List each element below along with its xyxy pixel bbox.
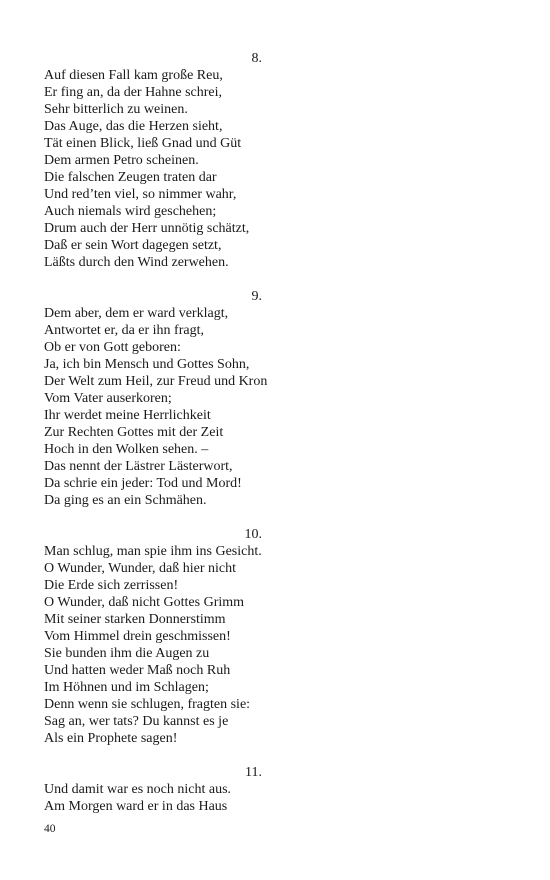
verse-line: Hoch in den Wolken sehen. –	[44, 442, 209, 457]
verse-line: Antwortet er, da er ihn fragt,	[44, 323, 204, 338]
verse-line: Daß er sein Wort dagegen setzt,	[44, 238, 222, 253]
verse-line: Tät einen Blick, ließ Gnad und Güt	[44, 136, 242, 151]
page-number: 40	[44, 823, 56, 835]
verse-line: Sag an, wer tats? Du kannst es je	[44, 714, 229, 729]
verse-line: Zur Rechten Gottes mit der Zeit	[44, 425, 224, 440]
verse-line: Man schlug, man spie ihm ins Gesicht.	[44, 544, 262, 559]
verse-line: Der Welt zum Heil, zur Freud und Kron	[44, 374, 268, 389]
verse-line: Läßts durch den Wind zerwehen.	[44, 255, 229, 270]
verse-line: Dem aber, dem er ward verklagt,	[44, 306, 229, 321]
verse-line: Und damit war es noch nicht aus.	[44, 782, 232, 797]
verse-line: Ob er von Gott geboren:	[44, 340, 181, 355]
verse-line: Das Auge, das die Herzen sieht,	[44, 119, 223, 134]
verse-line: Dem armen Petro scheinen.	[44, 153, 199, 168]
stanza	[44, 764, 514, 815]
verse-line: Da ging es an ein Schmähen.	[44, 493, 207, 508]
verse-line: Ihr werdet meine Herrlichkeit	[44, 408, 211, 423]
verse-line: Auf diesen Fall kam große Reu,	[44, 68, 223, 83]
stanza	[44, 50, 514, 271]
verse-line: Mit seiner starken Donnerstimm	[44, 612, 226, 627]
stanza-number: 9.	[251, 289, 262, 304]
verse-line: Als ein Prophete sagen!	[44, 731, 178, 746]
verse-line: Die falschen Zeugen traten dar	[44, 170, 217, 185]
verse-line: Denn wenn sie schlugen, fragten sie:	[44, 697, 251, 712]
verse-line: Drum auch der Herr unnötig schätzt,	[44, 221, 250, 236]
verse-line: O Wunder, daß nicht Gottes Grimm	[44, 595, 245, 610]
stanza-number: 11.	[245, 765, 262, 780]
verse-line: Ja, ich bin Mensch und Gottes Sohn,	[44, 357, 250, 372]
stanza-number: 8.	[251, 51, 262, 66]
verse-line: Und hatten weder Maß noch Ruh	[44, 663, 231, 678]
verse-line: Und red’ten viel, so nimmer wahr,	[44, 187, 237, 202]
verse-line: Am Morgen ward er in das Haus	[44, 799, 228, 814]
poem-page	[44, 50, 514, 832]
verse-line: Sehr bitterlich zu weinen.	[44, 102, 188, 117]
verse-line: Die Erde sich zerrissen!	[44, 578, 179, 593]
verse-line: Das nennt der Lästrer Lästerwort,	[44, 459, 233, 474]
verse-line: Vom Vater auserkoren;	[44, 391, 172, 406]
verse-line: Da schrie ein jeder: Tod und Mord!	[44, 476, 242, 491]
verse-line: Sie bunden ihm die Augen zu	[44, 646, 210, 661]
verse-line: O Wunder, Wunder, daß hier nicht	[44, 561, 237, 576]
verse-line: Er fing an, da der Hahne schrei,	[44, 85, 223, 100]
verse-line: Vom Himmel drein geschmissen!	[44, 629, 231, 644]
verse-line: Auch niemals wird geschehen;	[44, 204, 217, 219]
stanza	[44, 288, 514, 509]
stanza-number: 10.	[244, 527, 262, 542]
stanza	[44, 526, 514, 747]
verse-line: Im Höhnen und im Schlagen;	[44, 680, 209, 695]
